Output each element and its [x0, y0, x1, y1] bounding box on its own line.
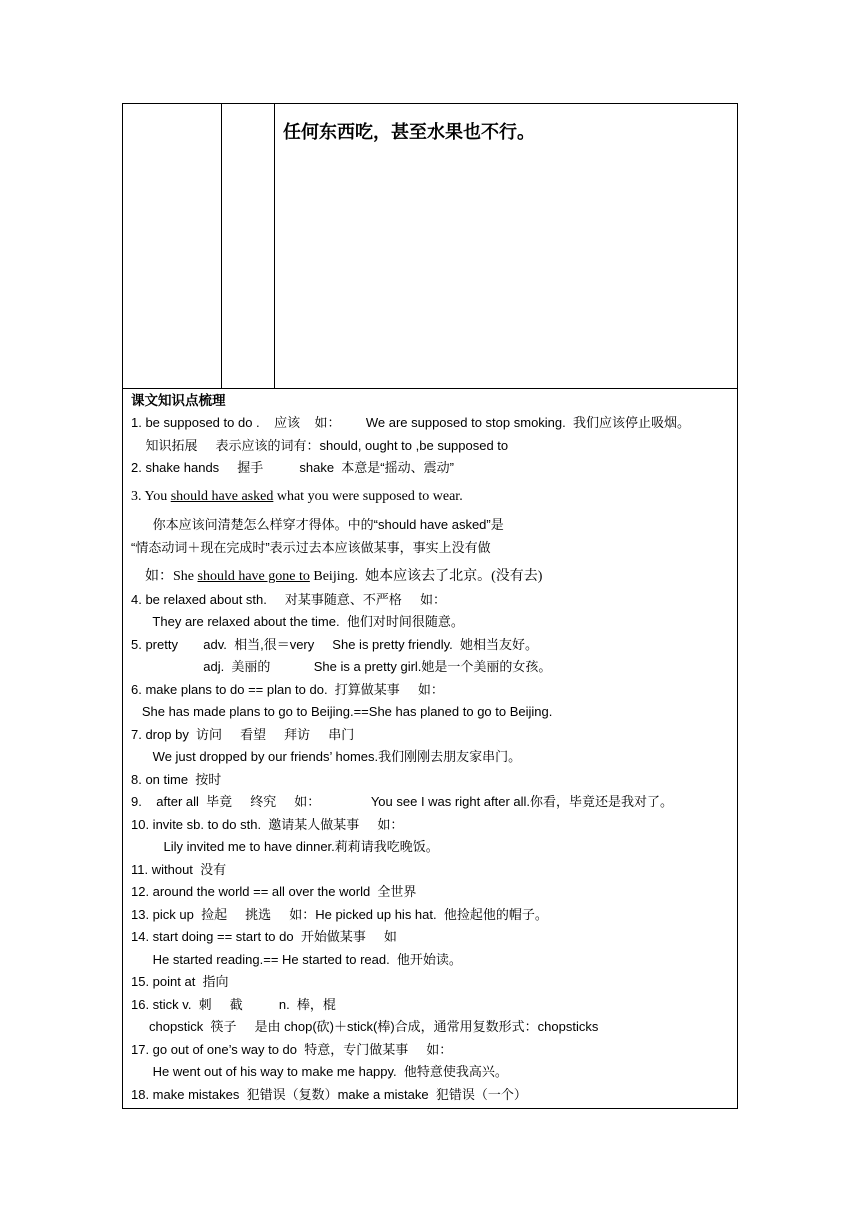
- point-line: 4. be relaxed about sth. 对某事随意、不严格 如：: [131, 592, 446, 607]
- point-line: We just dropped by our friends’ homes.我们刚刚去朋友家串门。: [131, 749, 522, 764]
- point-line: 17. go out of one’s way to do 特意，专门做某事 如：: [131, 1042, 453, 1057]
- point-line: adj. 美丽的 She is a pretty girl.她是一个美丽的女孩。: [131, 659, 552, 674]
- point-line: He went out of his way to make me happy. 他特意使我高兴。: [131, 1064, 508, 1079]
- point-line: He started reading.== He started to read. 他开始读。: [131, 952, 462, 967]
- point-line: 知识拓展 表示应该的词有：should, ought to ,be supposed to: [131, 438, 509, 453]
- point-line: [131, 489, 463, 505]
- point-line: 7. drop by 访问 看望 拜访 串门: [131, 727, 355, 742]
- section-heading: 课文知识点梳理: [131, 393, 226, 408]
- point-line: 10. invite sb. to do sth. 邀请某人做某事 如：: [131, 817, 404, 832]
- point-line: 14. start doing == start to do 开始做某事 如: [131, 929, 397, 944]
- underlined-phrase: should have gone to: [197, 569, 310, 584]
- point-line: “情态动词＋现在完成时”表示过去本应该做某事，事实上没有做: [131, 540, 491, 555]
- point-line: 13. pick up 捡起 挑选 如：He picked up his hat. 他捡起他的帽子。: [131, 907, 548, 922]
- point-line: 8. on time 按时: [131, 772, 222, 787]
- point-line: They are relaxed about the time. 他们对时间很随意。: [131, 614, 464, 629]
- column-divider: [274, 104, 275, 388]
- point-line: 15. point at 指向: [131, 974, 229, 989]
- text-segment: 如：She: [131, 569, 198, 584]
- point-line: 11. without 没有: [131, 862, 227, 877]
- point-line: 16. stick v. 刺 截 n. 棒，棍: [131, 997, 336, 1012]
- point-line: 9. after all 毕竟 终究 如： You see I was right after all.你看，毕竟还是我对了。: [131, 794, 674, 809]
- underlined-phrase: should have asked: [170, 489, 274, 504]
- point-line: 6. make plans to do == plan to do. 打算做某事 如：: [131, 682, 444, 697]
- point-line: She has made plans to go to Beijing.==She has planed to go to Beijing.: [131, 704, 553, 719]
- text-segment: Beijing. 她本应该去了北京。(没有去): [309, 569, 543, 584]
- text-segment: 3. You: [131, 489, 171, 504]
- point-line: chopstick 筷子 是由 chop(砍)＋stick(棒)合成，通常用复数形式：chopsticks: [131, 1019, 599, 1034]
- point-line: 12. around the world == all over the world 全世界: [131, 884, 417, 899]
- column-divider: [221, 104, 222, 388]
- point-line: 18. make mistakes 犯错误（复数）make a mistake 犯错误（一个）: [131, 1087, 527, 1102]
- text-segment: what you were supposed to wear.: [273, 489, 463, 504]
- point-line: 你本应该问清楚怎么样穿才得体。中的“should have asked”是: [131, 517, 504, 532]
- point-line: Lily invited me to have dinner.莉莉请我吃晚饭。: [131, 839, 439, 854]
- point-line: [131, 569, 542, 585]
- top-table-text: 任何东西吃，甚至水果也不行。: [283, 122, 535, 142]
- point-line: 5. pretty adv. 相当,很＝very She is pretty friendly. 她相当友好。: [131, 637, 538, 652]
- top-table: [122, 103, 738, 389]
- point-line: 2. shake hands 握手 shake 本意是“摇动、震动”: [131, 460, 454, 475]
- point-line: 1. be supposed to do . 应该 如： We are supposed to stop smoking. 我们应该停止吸烟。: [131, 415, 690, 430]
